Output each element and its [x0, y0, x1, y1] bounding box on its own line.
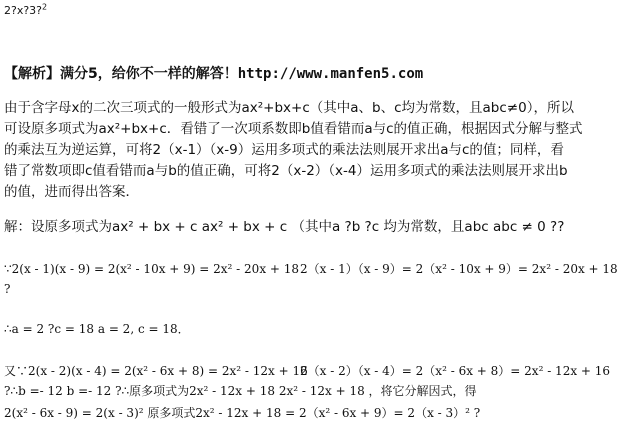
header-text: 2?x?3? [4, 4, 43, 17]
analysis-title [4, 66, 423, 82]
solution-line-3: ∴a = 2 ?c = 18 a = 2, c = 18． [4, 322, 190, 336]
analysis-paragraph-line-2: 可设原多项式为ax²+bx+c．看错了一次项系数即b值看错而a与c的值正确，根据因式分解与整式 [4, 121, 583, 137]
header-sup: 2 [42, 2, 48, 12]
solution-line-5: ?∴b =- 12 b =- 12 ?∴原多项式为2x² - 12x + 18 2x² - 12x + 18 ，将它分解因式，得 [4, 384, 477, 398]
solution-line-1: 解：设原多项式为ax² + bx + c ax² + bx + c （其中a ?b ?c 均为常数，且abc abc ≠ 0 ?? [4, 219, 565, 235]
solution-line-2c: ? [4, 282, 11, 296]
analysis-slogan: 满分5，给你不一样的解答！ [60, 66, 238, 82]
site-url[interactable]: http://www.manfen5.com [237, 66, 424, 82]
solution-line-4a: 又∵2(x - 2)(x - 4) = 2(x² - 6x + 8) = 2x² - 12x + 16 [4, 364, 308, 378]
solution-line-2a: ∵2(x - 1)(x - 9) = 2(x² - 10x + 9) = 2x² - 20x + 18 [4, 262, 300, 276]
solution-line-4b: 2（x - 2）（x - 4）= 2（x² - 6x + 8）= 2x² - 12x + 16 [300, 364, 611, 378]
analysis-paragraph-line-4: 错了常数项即c值看错而a与b的值正确，可将2（x-2）（x-4）运用多项式的乘法法则展开求出b [4, 163, 568, 179]
solution-line-6: 2(x² - 6x - 9) = 2(x - 3)² 原多项式2x² - 12x + 18 = 2（x² - 6x + 9）= 2（x - 3）² ? [4, 406, 481, 420]
analysis-prefix: 【解析】 [4, 66, 60, 82]
analysis-paragraph-line-5: 的值，进而得出答案． [4, 184, 139, 200]
analysis-paragraph-line-1: 由于含字母x的二次三项式的一般形式为ax²+bx+c（其中a、b、c均为常数，且abc≠0），所以 [4, 100, 574, 116]
header-fragment [4, 3, 47, 19]
analysis-paragraph-line-3: 的乘法互为逆运算，可将2（x-1）（x-9）运用多项式的乘法法则展开求出a与c的值；同样，看 [4, 142, 564, 158]
solution-line-2b: 2（x - 1）（x - 9）= 2（x² - 10x + 9）= 2x² - 20x + 18 [300, 262, 618, 276]
